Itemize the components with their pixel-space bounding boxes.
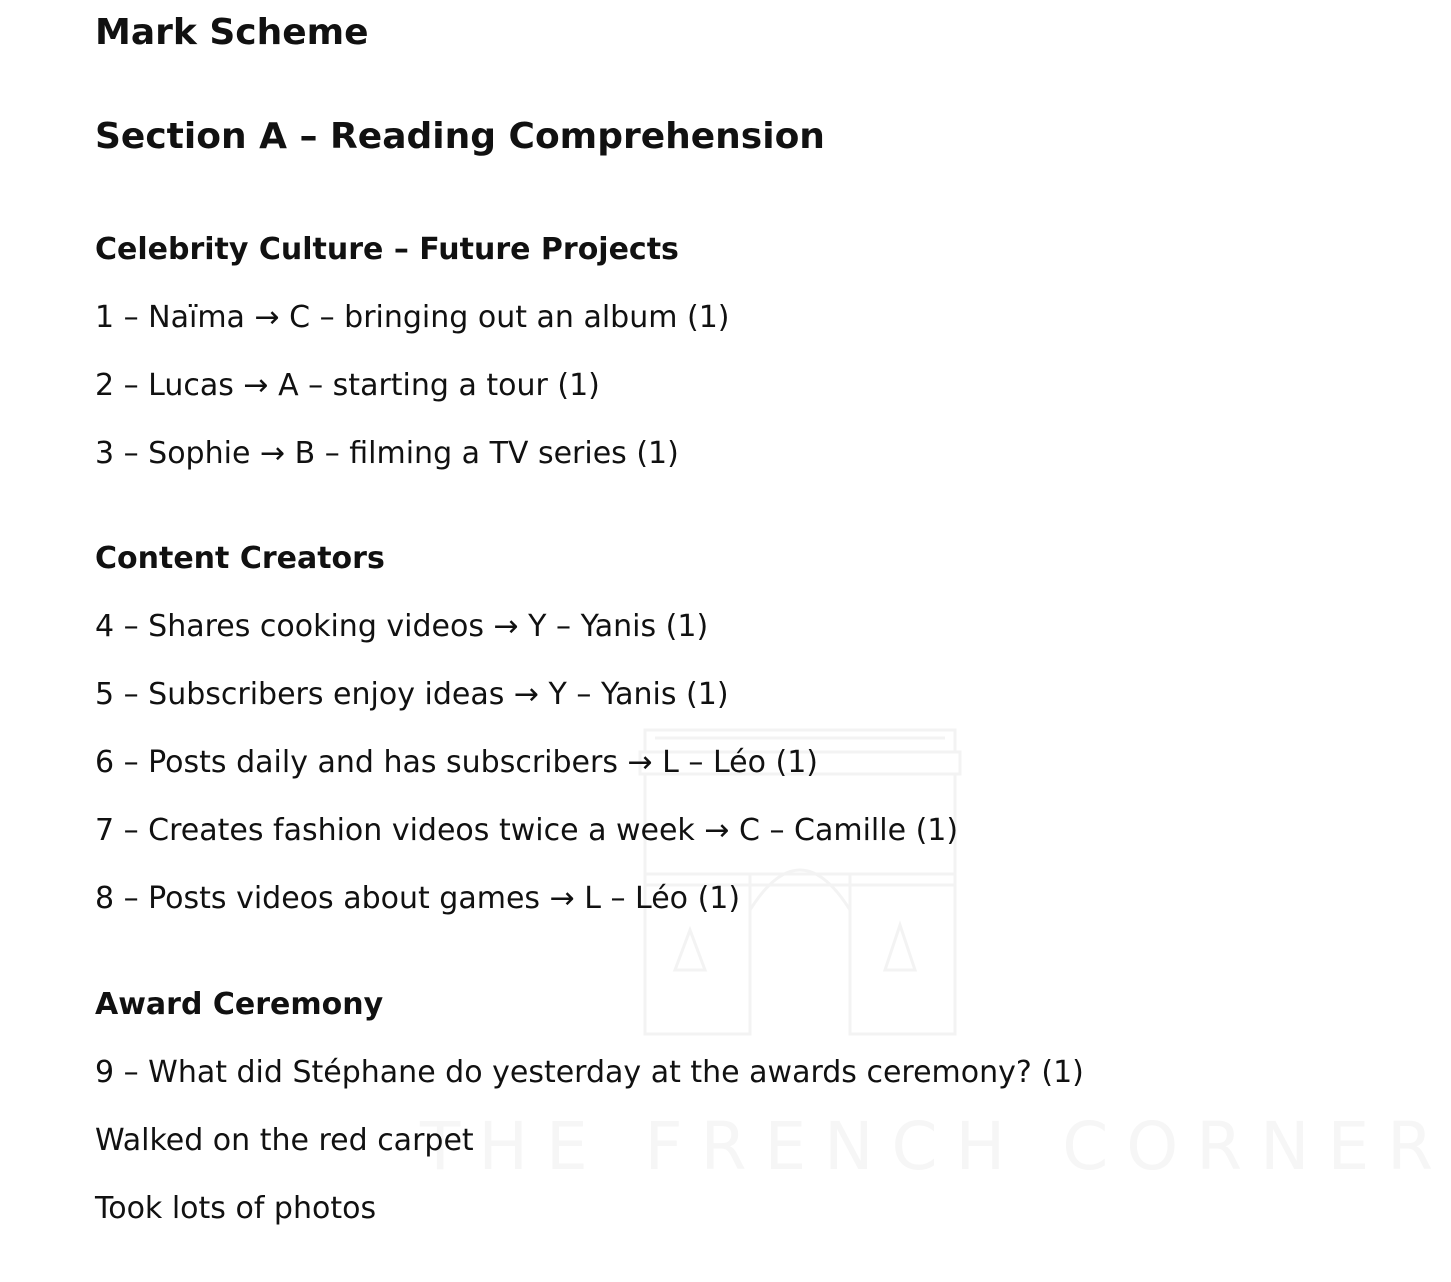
answer-line: 5 – Subscribers enjoy ideas → Y – Yanis (1): [95, 677, 729, 712]
answer-line: 7 – Creates fashion videos twice a week → C – Camille (1): [95, 813, 959, 848]
answer-line: Walked on the red carpet: [95, 1123, 474, 1158]
answer-line: 9 – What did Stéphane do yesterday at the awards ceremony? (1): [95, 1055, 1084, 1090]
answer-line: Took lots of photos: [95, 1191, 377, 1226]
group-heading-content-creators: Content Creators: [95, 541, 385, 576]
answer-line: 2 – Lucas → A – starting a tour (1): [95, 368, 600, 403]
group-heading-celebrity: Celebrity Culture – Future Projects: [95, 232, 679, 267]
watermark-text: THE FRENCH CORNER: [420, 1108, 1451, 1185]
answer-line: 8 – Posts videos about games → L – Léo (1): [95, 881, 741, 916]
answer-line: 6 – Posts daily and has subscribers → L – Léo (1): [95, 745, 818, 780]
section-title: Section A – Reading Comprehension: [95, 116, 825, 157]
answer-line: 4 – Shares cooking videos → Y – Yanis (1): [95, 609, 709, 644]
page-title: Mark Scheme: [95, 12, 369, 53]
answer-line: 3 – Sophie → B – filming a TV series (1): [95, 436, 679, 471]
answer-line: 1 – Naïma → C – bringing out an album (1): [95, 300, 730, 335]
group-heading-award-ceremony: Award Ceremony: [95, 987, 384, 1022]
